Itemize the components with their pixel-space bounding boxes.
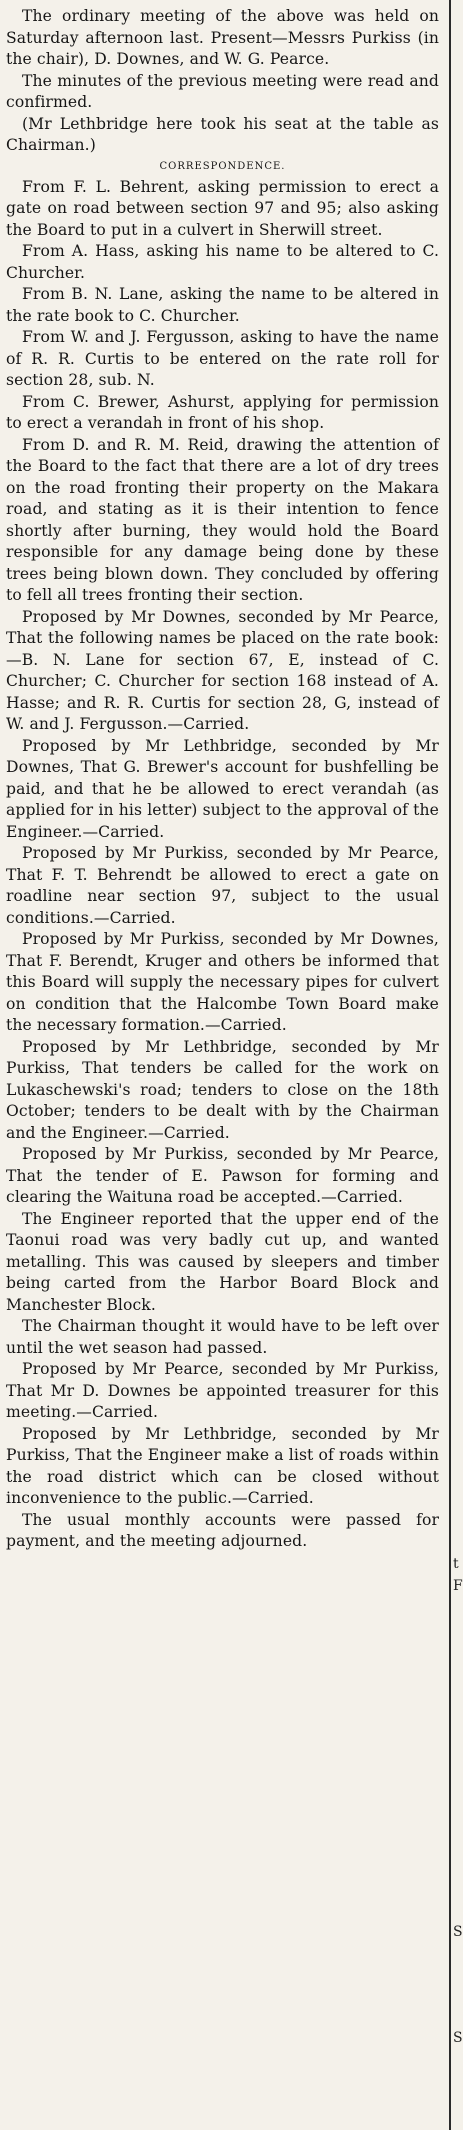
- paragraph: From F. L. Behrent, asking permission to erect a gate on road between section 97 and 95; also asking the Board to put in a culvert in Sherwill street.: [6, 177, 439, 239]
- paragraph: From D. and R. M. Reid, drawing the attention of the Board to the fact that there are a lot of dry trees on the road fronting their property on the Makara road, and stating as it is their intention to fence shortly after burning, they would hold the Board responsible for any damage being done by these trees being blown down. They concluded by offering to fell all trees fronting their section.: [6, 435, 439, 604]
- paragraph: The usual monthly accounts were passed for payment, and the meeting adjourned.: [6, 1510, 439, 1550]
- paragraph: Proposed by Mr Lethbridge, seconded by Mr Purkiss, That the Engineer make a list of roads within the road district which can be closed without inconvenience to the public.—Carried.: [6, 1424, 439, 1507]
- margin-fragment: S: [453, 2030, 463, 2046]
- margin-fragment: t: [453, 1556, 459, 1572]
- correspondence-heading: CORRESPONDENCE.: [159, 160, 286, 172]
- margin-fragment: S: [453, 1924, 463, 1940]
- intro-paragraph: The ordinary meeting of the above was held on Saturday afternoon last. Present—Messrs Purkiss (in the chair), D. Downes, and W. G. Pearce.: [6, 7, 439, 68]
- paragraph: The Chairman thought it would have to be left over until the wet season had passed.: [6, 1317, 439, 1357]
- paragraph: Proposed by Mr Pearce, seconded by Mr Purkiss, That Mr D. Downes be appointed treasurer for this meeting.—Carried.: [6, 1360, 439, 1421]
- paragraph: The Engineer reported that the upper end of the Taonui road was very badly cut up, and wanted metalling. This was caused by sleepers and timber being carted from the Harbor Board Block and Manchester Block.: [6, 1209, 439, 1314]
- column-rule: [449, 0, 451, 2130]
- paragraph: From B. N. Lane, asking the name to be altered in the rate book to C. Churcher.: [6, 285, 439, 325]
- paragraph: Proposed by Mr Lethbridge, seconded by Mr Downes, That G. Brewer's account for bushfelling be paid, and that he be allowed to erect verandah (as applied for in his letter) subject to the approval of the Engineer.—Carried.: [6, 736, 439, 841]
- paragraph: Proposed by Mr Purkiss, seconded by Mr Downes, That F. Berendt, Kruger and others be informed that this Board will supply the necessary pipes for culvert on condition that the Halcombe Town Board make the necessary formation.—Carried.: [6, 930, 439, 1034]
- paragraph: From W. and J. Fergusson, asking to have the name of R. R. Curtis to be entered on the rate roll for section 28, sub. N.: [6, 328, 439, 389]
- paragraph: From C. Brewer, Ashurst, applying for permission to erect a verandah in front of his shop.: [6, 392, 439, 432]
- paragraph: From A. Hass, asking his name to be altered to C. Churcher.: [6, 242, 439, 282]
- paragraph: Proposed by Mr Purkiss, seconded by Mr Pearce, That the tender of E. Pawson for forming and clearing the Waituna road be accepted.—Carried.: [6, 1145, 439, 1206]
- minutes-paragraph: The minutes of the previous meeting were read and confirmed.: [6, 71, 439, 111]
- paragraph: Proposed by Mr Lethbridge, seconded by Mr Purkiss, That tenders be called for the work on Lukaschewski's road; tenders to close on the 18th October; tenders to be dealt with by the Chairman and the Engineer.—Carried.: [6, 1037, 439, 1142]
- margin-fragment: F: [453, 1578, 463, 1594]
- paragraph: Proposed by Mr Downes, seconded by Mr Pearce, That the following names be placed on the rate book:—B. N. Lane for section 67, E, instead of C. Churcher; C. Churcher for section 168 instead of A. Hasse; and R. R. Curtis for section 28, G, instead of W. and J. Fergusson.—Carried.: [6, 607, 439, 733]
- paragraph: Proposed by Mr Purkiss, seconded by Mr Pearce, That F. T. Behrendt be allowed to erect a gate on roadline near section 97, subject to the usual conditions.—Carried.: [6, 844, 439, 927]
- chairman-note: (Mr Lethbridge here took his seat at the table as Chairman.): [6, 114, 439, 154]
